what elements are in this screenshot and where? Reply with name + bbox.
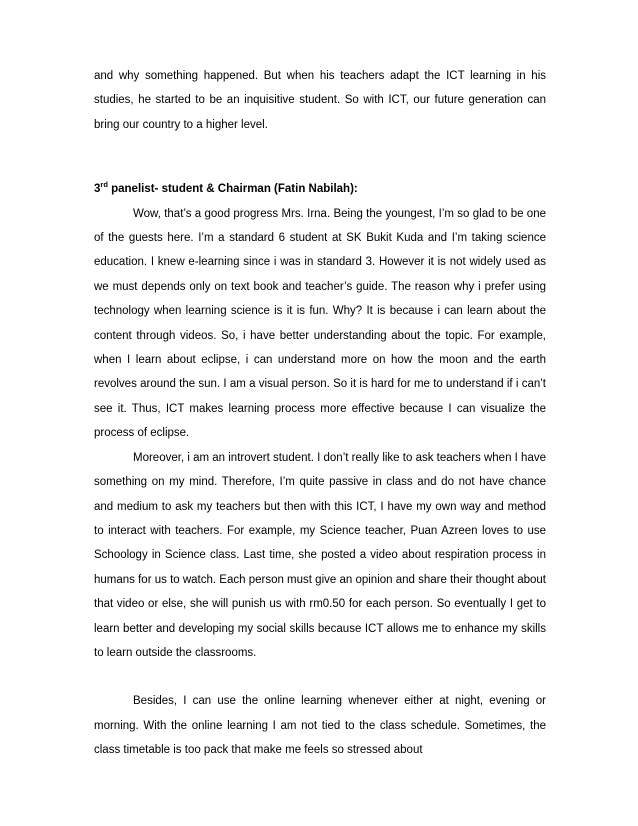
paragraph-2: Moreover, i am an introvert student. I don’t really like to ask teachers when I have something on my mind. Therefore, I’m quite passive in class and do not have chance and medium to ask my teachers but then with this ICT, I have my own way and method to interact with teachers. For example, my Science teacher, Puan Azreen loves to use Schoology in Science class. Last time, she posted a video about respiration process in humans for us to watch. Each person must give an opinion and share their thought about that video or else, she will punish us with rm0.50 for each person. So eventually I get to learn better and developing my social skills because ICT allows me to enhance my skills to learn outside the classrooms. — [94, 451, 546, 659]
document-page — [94, 64, 546, 763]
spacer — [94, 665, 546, 689]
heading-text: panelist- student & Chairman (Fatin Nabilah): — [107, 183, 358, 196]
paragraph-1: Wow, that’s a good progress Mrs. Irna. Being the youngest, I’m so glad to be one of the guests here. I’m a standard 6 student at SK Bukit Kuda and I’m taking science education. I knew e-learning since i was in standard 3. However it is not widely used as we must depends only on text book and teacher’s guide. The reason why i prefer using technology when learning science is it is fun. Why? It is because i can learn about the content through videos. So, i have better understanding about the topic. For example, when I learn about eclipse, i can understand more on how the moon and the earth revolves around the sun. I am a visual person. So it is hard for me to understand if i can’t see it. Thus, ICT makes learning process more effective because I can visualize the process of eclipse. — [94, 207, 546, 440]
paragraph-continuation: and why something happened. But when his teachers adapt the ICT learning in his studies, he started to be an inquisitive student. So with ICT, our future generation can bring our country to a higher level. — [94, 70, 546, 131]
paragraph-3: Besides, I can use the online learning whenever either at night, evening or morning. With the online learning I am not tied to the class schedule. Sometimes, the class timetable is too pack that make me feels so stressed about — [94, 695, 546, 757]
heading-ordinal-suffix: rd — [100, 180, 108, 190]
spacer — [94, 137, 546, 177]
section-heading — [94, 177, 546, 201]
heading-ordinal: 3 — [94, 183, 101, 196]
